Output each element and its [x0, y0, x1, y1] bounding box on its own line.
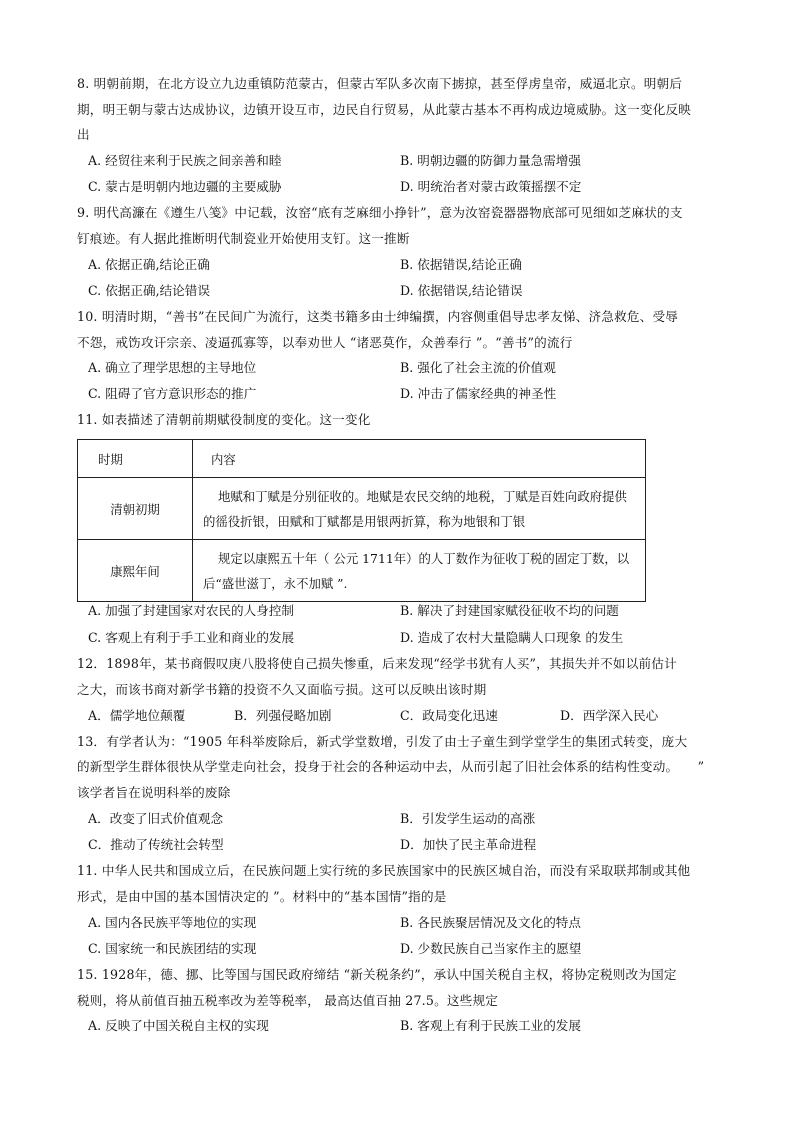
table-cell-period: 清朝初期 [78, 478, 193, 540]
q9-option-c: C. 依据正确,结论错误 [88, 283, 210, 298]
q13-option-d: D．加快了民主革命进程 [400, 837, 537, 852]
q12-option-a: A．儒学地位颠覆 [88, 708, 186, 723]
table-header-content: 内容 [193, 440, 646, 478]
q14-stem-line-1: 11. 中华人民共和国成立后，在民族问题上实行统的多民族国家中的民族区城自治，而没有采取联邦制或其他 [77, 863, 691, 878]
q12-option-d: D．西学深入民心 [560, 708, 659, 723]
q10-option-c: C. 阻碍了官方意识形态的推广 [88, 386, 257, 401]
q12-option-c: C．政局变化迅速 [400, 708, 498, 723]
table-header-period: 时期 [78, 440, 193, 478]
q13-option-c: C．推动了传统社会转型 [88, 837, 224, 852]
table-cell-content: 地赋和丁赋是分别征收的。地赋是农民交纳的地税，丁赋是百姓向政府提供的徭役折银，田赋和丁赋都是用银两折算，称为地银和丁银 [193, 478, 646, 540]
q13-stem-line-3: 该学者旨在说明科举的废除 [77, 785, 231, 800]
table-row [78, 478, 646, 540]
q11-option-a: A. 加强了封建国家对农民的人身控制 [88, 603, 295, 618]
q10-stem-line-1: 10. 明清时期，“善书”在民间广为流行，这类书籍多由士绅编撰，内容侧重倡导忠孝友悌、济急救危、受辱 [77, 309, 679, 324]
q12-stem-line-2: 之大，而该书商对新学书籍的投资不久又面临亏损。这可以反映出该时期 [77, 682, 487, 697]
table-cell-period: 康熙年间 [78, 540, 193, 602]
q11-table [77, 439, 646, 602]
q11-stem: 11. 如表描述了清朝前期赋役制度的变化。这一变化 [77, 412, 371, 427]
table-cell-content: 规定以康熙五十年（ 公元 1711年）的人丁数作为征收丁税的固定丁数，以后“盛世滋丁，永不加赋 ”. [193, 540, 646, 602]
q14-option-c: C. 国家统一和民族团结的实现 [88, 941, 257, 956]
q13-stem-line-1: 13．有学者认为：“1905 年科举废除后，新式学堂数增，引发了由士子童生到学堂学生的集团式转变，庞大 [77, 734, 688, 749]
q15-stem-line-1: 15. 1928年，德、挪、比等国与国民政府缔结 “新关税条约”，承认中国关税自主权，将协定税则改为国定 [77, 967, 677, 982]
q9-option-b: B. 依据错误,结论正确 [400, 257, 523, 272]
q13-option-a: A．改变了旧式价值观念 [88, 811, 224, 826]
q9-stem-line-2: 钉痕迹。有人据此推断明代制瓷业开始使用支钉。这一推断 [77, 231, 410, 246]
q8-option-d: D. 明统治者对蒙古政策摇摆不定 [400, 179, 582, 194]
q14-option-b: B. 各民族聚居情况及文化的特点 [400, 915, 581, 930]
q13-option-b: B．引发学生运动的高涨 [400, 811, 536, 826]
q8-stem-line-3: 出 [77, 127, 90, 142]
q11-option-c: C. 客观上有利于手工业和商业的发展 [88, 630, 295, 645]
q15-option-b: B. 客观上有利于民族工业的发展 [400, 1018, 581, 1033]
q15-option-a: A. 反映了中国关税自主权的实现 [88, 1018, 269, 1033]
q14-option-d: D. 少数民族自己当家作主的愿望 [400, 941, 582, 956]
table-row [78, 540, 646, 602]
q9-option-a: A. 依据正确,结论正确 [88, 257, 210, 272]
q9-stem-line-1: 9. 明代高濂在《遵生八笺》中记载，汝窑“底有芝麻细小挣针”，意为汝窑瓷器器物底部可见细如芝麻状的支 [77, 205, 683, 220]
q12-option-b: B．列强侵略加剧 [234, 708, 332, 723]
q8-option-b: B. 明朝边疆的防御力量急需增强 [400, 153, 581, 168]
q10-option-d: D. 冲击了儒家经典的神圣性 [400, 386, 557, 401]
q8-option-c: C. 蒙古是明朝内地边疆的主要威胁 [88, 179, 282, 194]
q11-option-b: B. 解决了封建国家赋役征收不均的问题 [400, 603, 619, 618]
q11-option-d: D. 造成了农村大量隐瞒人口现象 的发生 [400, 630, 624, 645]
q14-stem-line-2: 形式，是由中国的基本国情决定的 ”。材料中的“基本国情”指的是 [77, 889, 447, 904]
table-header-row [78, 440, 646, 478]
q8-stem-line-2: 期，明王朝与蒙古达成协议，边镇开设互市，边民自行贸易，从此蒙古基本不再构成边境威胁。这一变化反映 [77, 102, 692, 117]
q10-option-b: B. 强化了社会主流的价值观 [400, 360, 556, 375]
q8-option-a: A. 经贸往来利于民族之间亲善和睦 [88, 153, 282, 168]
q13-stem-line-2: 的新型学生群体很快从学堂走向社会，投身于社会的各种运动中去，从而引起了旧社会体系的结构性变动。 ” [77, 759, 705, 774]
q12-stem-line-1: 12．1898年，某书商假叹庚八股将使自己损失惨重，后来发现“经学书犹有人买”，其损失并不如以前估计 [77, 656, 677, 671]
q9-option-d: D. 依据错误,结论错误 [400, 283, 523, 298]
q10-stem-line-2: 不怨，戒饬攻讦宗亲、凌逼孤寡等，以奉劝世人 “诸恶莫作，众善奉行 ”。“善书”的流行 [77, 335, 573, 350]
q14-option-a: A. 国内各民族平等地位的实现 [88, 915, 257, 930]
q10-option-a: A. 确立了理学思想的主导地位 [88, 360, 257, 375]
q15-stem-line-2: 税则，将从前值百抽五税率改为差等税率， 最高达值百抽 27.5。这些规定 [77, 993, 499, 1008]
q8-stem-line-1: 8. 明朝前期，在北方设立九边重镇防范蒙古，但蒙古军队多次南下掳掠，甚至俘虏皇帝，威逼北京。明朝后 [77, 76, 683, 91]
